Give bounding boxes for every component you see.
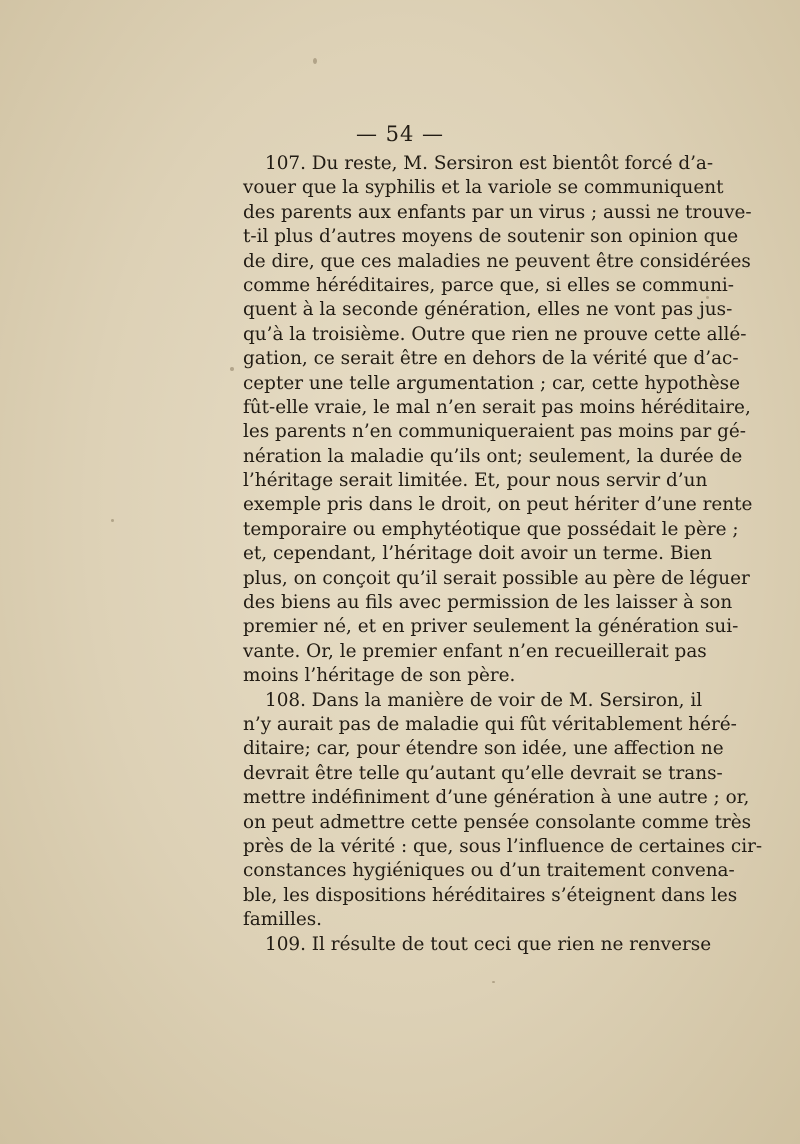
text-line: des biens au fils avec permission de les laisser à son	[243, 592, 733, 614]
text-line: on peut admettre cette pensée consolante comme très	[243, 811, 752, 833]
text-line: moins l’héritage de son père.	[243, 665, 516, 687]
text-line: vante. Or, le premier enfant n’en recueillerait pas	[243, 640, 707, 662]
text-line: 108. Dans la manière de voir de M. Sersiron, il	[265, 689, 703, 711]
text-line: comme héréditaires, parce que, si elles se communi-	[243, 274, 735, 296]
text-line: gation, ce serait être en dehors de la vérité que d’ac-	[243, 348, 739, 370]
text-line: ble, les dispositions héréditaires s’éteignent dans les	[243, 884, 738, 906]
text-line: devrait être telle qu’autant qu’elle devrait se trans-	[243, 762, 723, 784]
text-line: fût-elle vraie, le mal n’en serait pas moins héréditaire,	[243, 396, 751, 418]
text-line: ditaire; car, pour étendre son idée, une affection ne	[243, 738, 724, 760]
text-line: constances hygiéniques ou d’un traitement convena-	[243, 860, 735, 882]
text-line: mettre indéfiniment d’une génération à une autre ; or,	[243, 787, 750, 809]
text-line: temporaire ou emphytéotique que possédait le père ;	[243, 518, 739, 540]
text-line: exemple pris dans le droit, on peut hériter d’une rente	[243, 494, 753, 516]
text-line: n’y aurait pas de maladie qui fût véritablement héré-	[243, 713, 737, 735]
text-line: t-il plus d’autres moyens de soutenir son opinion que	[243, 226, 739, 248]
text-line: qu’à la troisième. Outre que rien ne prouve cette allé-	[243, 323, 747, 345]
text-line: des parents aux enfants par un virus ; aussi ne trouve-	[243, 201, 752, 223]
ink-speck	[313, 58, 317, 64]
text-line: l’héritage serait limitée. Et, pour nous servir d’un	[243, 470, 708, 492]
text-line: vouer que la syphilis et la variole se communiquent	[243, 177, 724, 199]
text-line: 109. Il résulte de tout ceci que rien ne renverse	[265, 933, 712, 955]
text-line: premier né, et en priver seulement la génération sui-	[243, 616, 739, 638]
text-line: nération la maladie qu’ils ont; seulement, la durée de	[243, 445, 743, 467]
text-line: 107. Du reste, M. Sersiron est bientôt forcé d’a-	[265, 153, 714, 174]
text-line: familles.	[243, 909, 323, 931]
ink-speck	[111, 519, 114, 522]
text-line: de dire, que ces maladies ne peuvent être considérées	[243, 250, 751, 272]
body-text	[243, 152, 763, 957]
ink-speck	[230, 367, 234, 371]
text-line: les parents n’en communiqueraient pas moins par gé-	[243, 421, 746, 443]
page-number: — 54 —	[355, 122, 445, 146]
text-line: quent à la seconde génération, elles ne vont pas jus-	[243, 299, 733, 321]
text-line: et, cependant, l’héritage doit avoir un terme. Bien	[243, 543, 712, 565]
text-line: plus, on conçoit qu’il serait possible au père de léguer	[243, 567, 750, 589]
text-line: cepter une telle argumentation ; car, cette hypothèse	[243, 372, 740, 394]
text-line: près de la vérité : que, sous l’influence de certaines cir-	[243, 835, 763, 857]
ink-speck	[492, 981, 495, 983]
